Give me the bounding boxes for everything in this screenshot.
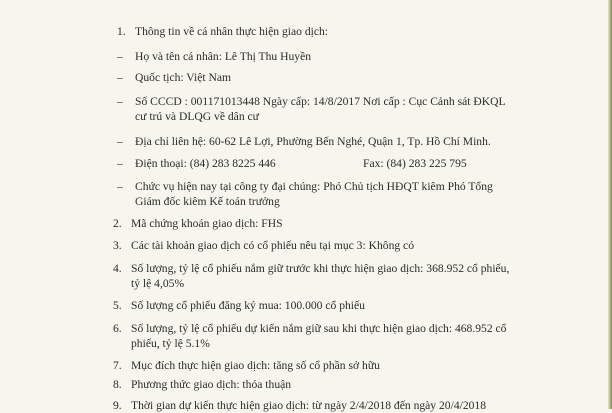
- item-8-number: 8.: [113, 378, 122, 391]
- fax-number: Fax: (84) 283 225 795: [363, 157, 467, 170]
- transaction-method: Phương thức giao dịch: thỏa thuận: [131, 378, 292, 391]
- registered-purchase: Số lượng cổ phiếu đăng ký mua: 100.000 cổ phiếu: [131, 299, 365, 312]
- bullet-dash: –: [117, 71, 123, 84]
- trading-accounts: Các tài khoản giao dịch có cổ phiếu nêu tại mục 3: Không có: [131, 239, 414, 252]
- item-2-number: 2.: [113, 217, 122, 230]
- item-9-number: 9.: [113, 399, 122, 412]
- item-6-number: 6.: [113, 322, 122, 335]
- item-3-number: 3.: [113, 239, 122, 252]
- id-number-line-1: Số CCCD : 001171013448 Ngày cấp: 14/8/2017 Nơi cấp : Cục Cảnh sát ĐKQL: [135, 95, 506, 108]
- item-4-number: 4.: [113, 262, 122, 275]
- item-5-number: 5.: [113, 299, 122, 312]
- transaction-purpose: Mục đích thực hiện giao dịch: tăng số cổ phần sở hữu: [131, 359, 380, 372]
- nationality: Quốc tịch: Việt Nam: [135, 71, 232, 84]
- item-1-number: 1.: [117, 25, 126, 38]
- transaction-period: Thời gian dự kiến thực hiện giao dịch: từ ngày 2/4/2018 đến ngày 20/4/2018: [131, 399, 487, 412]
- id-number-line-2: cư trú và DLQG về dân cư: [135, 110, 259, 123]
- bullet-dash: –: [117, 180, 123, 193]
- stock-code: Mã chứng khoán giao dịch: FHS: [131, 217, 283, 230]
- phone-number: Điện thoại: (84) 283 8225 446: [135, 157, 276, 170]
- contact-address: Địa chỉ liên hệ: 60-62 Lê Lợi, Phường Bến Nghé, Quận 1, Tp. Hồ Chí Minh.: [135, 135, 491, 148]
- page-edge-shadow: [608, 0, 612, 409]
- bullet-dash: –: [117, 135, 123, 148]
- bullet-dash: –: [117, 95, 123, 108]
- position-line-2: Giám đốc kiêm Kế toán trưởng: [135, 195, 280, 208]
- item-7-number: 7.: [113, 359, 122, 372]
- holding-after-line-1: Số lượng, tỷ lệ cổ phiếu dự kiến nắm giữ sau khi thực hiện giao dịch: 468.952 cổ: [131, 322, 507, 335]
- bullet-dash: –: [117, 50, 123, 63]
- holding-before-line-1: Số lượng, tỷ lệ cổ phiếu nắm giữ trước khi thực hiện giao dịch: 368.952 cổ phiếu,: [131, 262, 510, 275]
- bullet-dash: –: [117, 157, 123, 170]
- position-line-1: Chức vụ hiện nay tại công ty đại chúng: Phó Chủ tịch HĐQT kiêm Phó Tổng: [135, 180, 493, 193]
- item-1-heading: Thông tin về cá nhân thực hiện giao dịch:: [135, 25, 329, 38]
- holding-before-line-2: tỷ lệ 4,05%: [131, 277, 185, 290]
- person-name: Họ và tên cá nhân: Lê Thị Thu Huyền: [135, 50, 312, 63]
- holding-after-line-2: phiếu, tỷ lệ 5.1%: [131, 337, 210, 350]
